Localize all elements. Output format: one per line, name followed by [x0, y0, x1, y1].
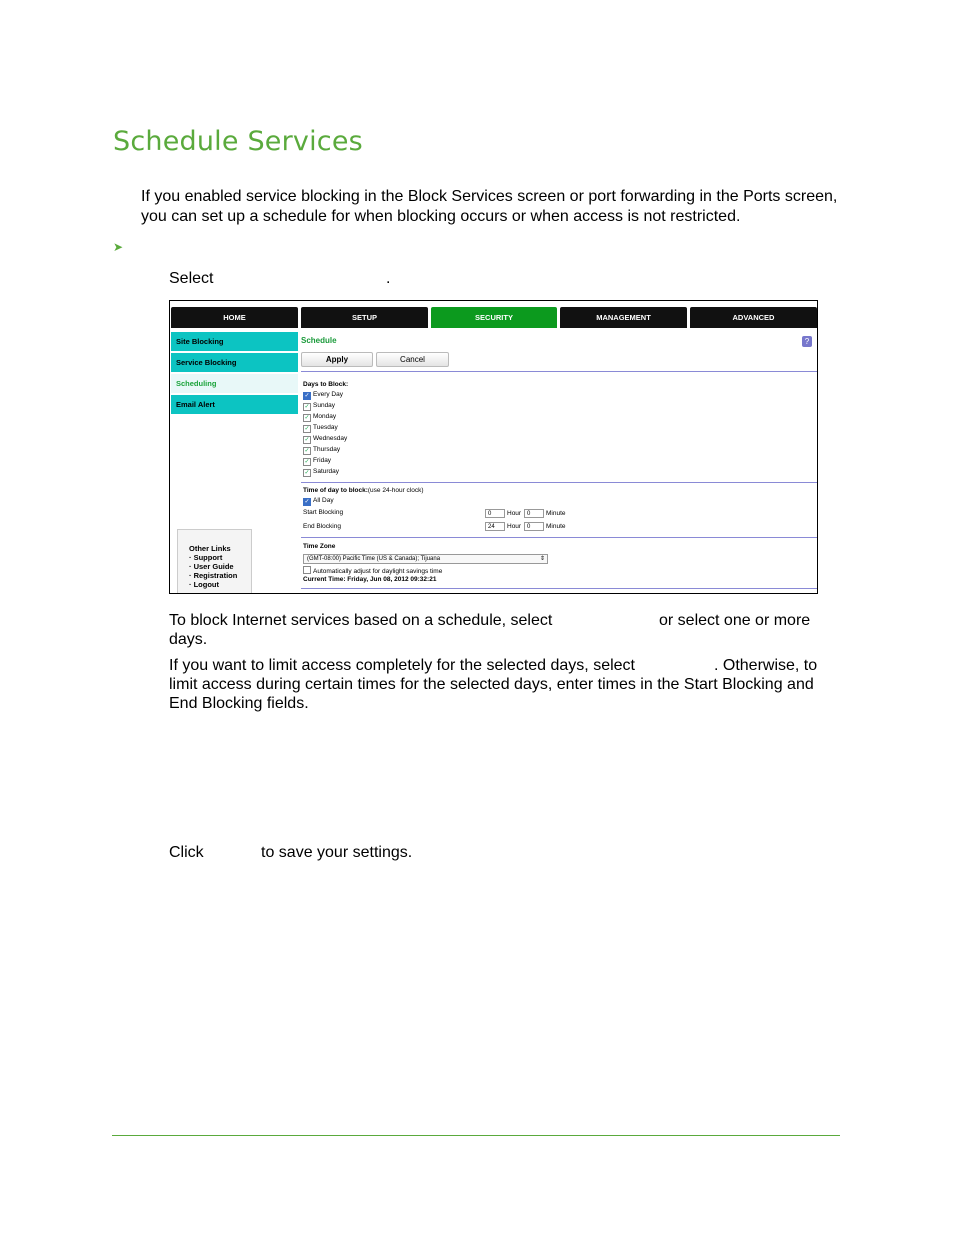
- other-links-title: Other Links: [189, 544, 231, 553]
- day-tuesday[interactable]: ✓ Tuesday: [304, 424, 338, 432]
- apply-button[interactable]: Apply: [301, 352, 373, 367]
- checkbox-icon[interactable]: [303, 566, 311, 574]
- step2-suffix: or select one or more: [659, 612, 811, 629]
- sidebar-item-email-alert[interactable]: Email Alert: [171, 395, 298, 414]
- checkbox-icon[interactable]: ✓: [304, 448, 310, 454]
- hour-label: Hour: [507, 510, 522, 517]
- minute-label: Minute: [546, 510, 566, 517]
- divider: [301, 588, 817, 589]
- step1-suffix: .: [386, 270, 391, 287]
- procedure-arrow-icon: ➤: [113, 240, 124, 254]
- sidebar-item-service-blocking[interactable]: Service Blocking: [171, 353, 298, 372]
- router-screenshot: [169, 300, 818, 594]
- link-registration[interactable]: · Registration: [189, 571, 238, 580]
- checkbox-icon[interactable]: ✓: [304, 404, 310, 410]
- checkbox-icon[interactable]: ✓: [304, 470, 310, 476]
- schedule-panel: [301, 331, 817, 593]
- end-hour-input[interactable]: 24: [485, 522, 505, 531]
- start-minute-input[interactable]: 0: [524, 509, 544, 518]
- chevron-updown-icon: ⇕: [539, 556, 545, 562]
- step3-suffix: . Otherwise, to: [714, 657, 818, 674]
- router-tab-bar: [171, 307, 817, 328]
- tab-setup[interactable]: SETUP: [301, 307, 428, 328]
- time-label-row: Time of day to block:(use 24-hour clock): [303, 487, 424, 494]
- start-blocking-label: Start Blocking: [303, 509, 344, 516]
- divider: [301, 371, 817, 372]
- tab-security[interactable]: SECURITY: [431, 307, 557, 328]
- cancel-button[interactable]: Cancel: [376, 352, 449, 367]
- footer-rule: [112, 1135, 840, 1136]
- sidebar-item-scheduling[interactable]: Scheduling: [171, 374, 298, 393]
- day-saturday[interactable]: ✓ Saturday: [304, 468, 340, 476]
- timezone-select[interactable]: (GMT-08:00) Pacific Time (US & Canada); Tijuana ⇕: [303, 554, 548, 564]
- step2-line2: days.: [169, 631, 208, 648]
- sidebar-item-site-blocking[interactable]: Site Blocking: [171, 332, 298, 351]
- step3-line2: limit access during certain times for the selected days, enter times in the Start Blocking and: [169, 676, 814, 693]
- step3-prefix: If you want to limit access completely for the selected days, select: [169, 657, 635, 674]
- checkbox-icon[interactable]: ✓: [304, 393, 310, 399]
- checkbox-icon[interactable]: ✓: [304, 415, 310, 421]
- step3-line3: End Blocking fields.: [169, 695, 309, 712]
- day-sunday[interactable]: ✓ Sunday: [304, 402, 336, 410]
- step4-suffix: to save your settings.: [261, 844, 413, 861]
- schedule-title: Schedule: [301, 336, 337, 345]
- router-sidebar: [171, 331, 299, 593]
- timezone-label: Time Zone: [303, 543, 336, 550]
- checkbox-icon[interactable]: ✓: [304, 499, 310, 505]
- dst-option[interactable]: Automatically adjust for daylight savings time: [303, 566, 442, 575]
- intro-paragraph: If you enabled service blocking in the Block Services screen or port forwarding in the Ports screen, you can set up a schedule for when blocking occurs or when access is not restricted.: [141, 188, 838, 225]
- all-day-option[interactable]: ✓ All Day: [304, 497, 334, 505]
- day-friday[interactable]: ✓ Friday: [304, 457, 332, 465]
- section-heading: Schedule Services: [113, 126, 363, 157]
- step2-prefix: To block Internet services based on a schedule, select: [169, 612, 553, 629]
- divider: [301, 482, 817, 483]
- end-minute-input[interactable]: 0: [524, 522, 544, 531]
- help-icon[interactable]: ?: [802, 336, 812, 347]
- checkbox-icon[interactable]: ✓: [304, 426, 310, 432]
- hour-label: Hour: [507, 523, 522, 530]
- start-hour-input[interactable]: 0: [485, 509, 505, 518]
- tab-management[interactable]: MANAGEMENT: [560, 307, 687, 328]
- other-links-box: [177, 529, 252, 594]
- tab-home[interactable]: HOME: [171, 307, 298, 328]
- checkbox-icon[interactable]: ✓: [304, 459, 310, 465]
- day-wednesday[interactable]: ✓ Wednesday: [304, 435, 348, 443]
- current-time: Current Time: Friday, Jun 08, 2012 09:32:21: [303, 576, 437, 583]
- days-label: Days to Block:: [303, 381, 349, 388]
- day-monday[interactable]: ✓ Monday: [304, 413, 337, 421]
- link-support[interactable]: · Support: [189, 553, 223, 562]
- end-blocking-label: End Blocking: [303, 523, 341, 530]
- link-logout[interactable]: · Logout: [189, 580, 219, 589]
- step1-prefix: Select: [169, 270, 214, 287]
- minute-label: Minute: [546, 523, 566, 530]
- day-every-day[interactable]: ✓ Every Day: [304, 391, 343, 399]
- checkbox-icon[interactable]: ✓: [304, 437, 310, 443]
- day-thursday[interactable]: ✓ Thursday: [304, 446, 341, 454]
- step4-prefix: Click: [169, 844, 204, 861]
- tab-advanced[interactable]: ADVANCED: [690, 307, 817, 328]
- link-user-guide[interactable]: · User Guide: [189, 562, 234, 571]
- divider: [301, 537, 817, 538]
